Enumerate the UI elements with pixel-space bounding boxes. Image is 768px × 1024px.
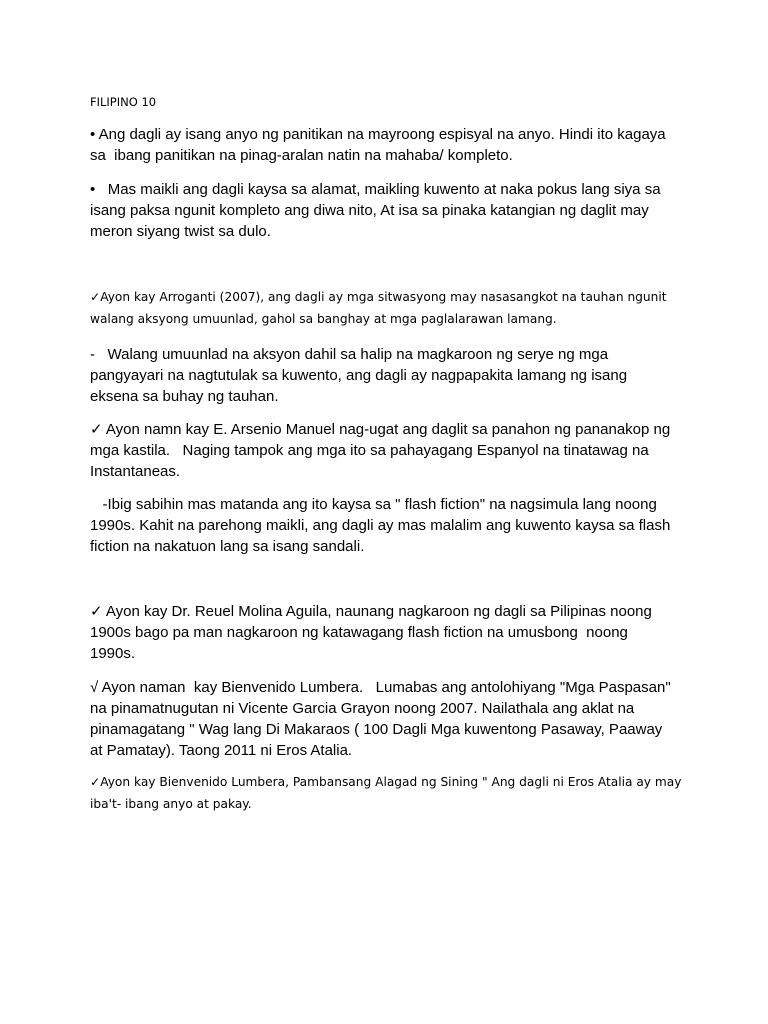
document-header: FILIPINO 10 xyxy=(90,95,157,109)
paragraph-7: ✓ Ayon kay Dr. Reuel Molina Aguila, naunang nagkaroon ng dagli sa Pilipinas noong 1900s bago pa man nagkaroon ng katawagang flash fiction na umusbong noong 1990s. xyxy=(90,603,652,662)
paragraph-6: -Ibig sabihin mas matanda ang ito kaysa sa " flash fiction" na nagsimula lang noong 1990s. Kahit na parehong maikli, ang dagli ay mas malalim ang kuwento kaysa sa flash fiction na nakatuon lang sa isang sandali. xyxy=(90,496,671,555)
paragraph-2: • Mas maikli ang dagli kaysa sa alamat, maikling kuwento at naka pokus lang siya sa isang paksa ngunit kompleto ang diwa nito, At isa sa pinaka katangian ng daglit may meron siyang twist sa dulo. xyxy=(90,181,661,240)
paragraph-3: ✓Ayon kay Arroganti (2007), ang dagli ay mga sitwasyong may nasasangkot na tauhan ngunit walang aksyong umuunlad, gahol sa banghay at mga paglalarawan lamang. xyxy=(90,290,667,326)
paragraph-4: - Walang umuunlad na aksyon dahil sa halip na magkaroon ng serye ng mga pangyayari na nagtutulak sa kuwento, ang dagli ay nagpapakita lamang ng isang eksena sa buhay ng tauhan. xyxy=(90,346,628,405)
paragraph-8: √ Ayon naman kay Bienvenido Lumbera. Lumabas ang antolohiyang "Mga Paspasan" na pinamatnugutan ni Vicente Garcia Grayon noong 2007. Nailathala ang aklat na pinamagatang " Wag lang Di Makaraos ( 100 Dagli Mga kuwentong Pasaway, Paaway at Pamatay). Taong 2011 ni Eros Atalia. xyxy=(90,679,671,759)
paragraph-9: ✓Ayon kay Bienvenido Lumbera, Pambansang Alagad ng Sining " Ang dagli ni Eros Atalia ay may iba't- ibang anyo at pakay. xyxy=(90,775,682,811)
paragraph-1: • Ang dagli ay isang anyo ng panitikan na mayroong espisyal na anyo. Hindi ito kagaya sa ibang panitikan na pinag-aralan natin na mahaba/ kompleto. xyxy=(90,126,666,164)
paragraph-5: ✓ Ayon namn kay E. Arsenio Manuel nag-ugat ang daglit sa panahon ng pananakop ng mga kastila. Naging tampok ang mga ito sa pahayagang Espanyol na tinatawag na Instantaneas. xyxy=(90,421,671,480)
